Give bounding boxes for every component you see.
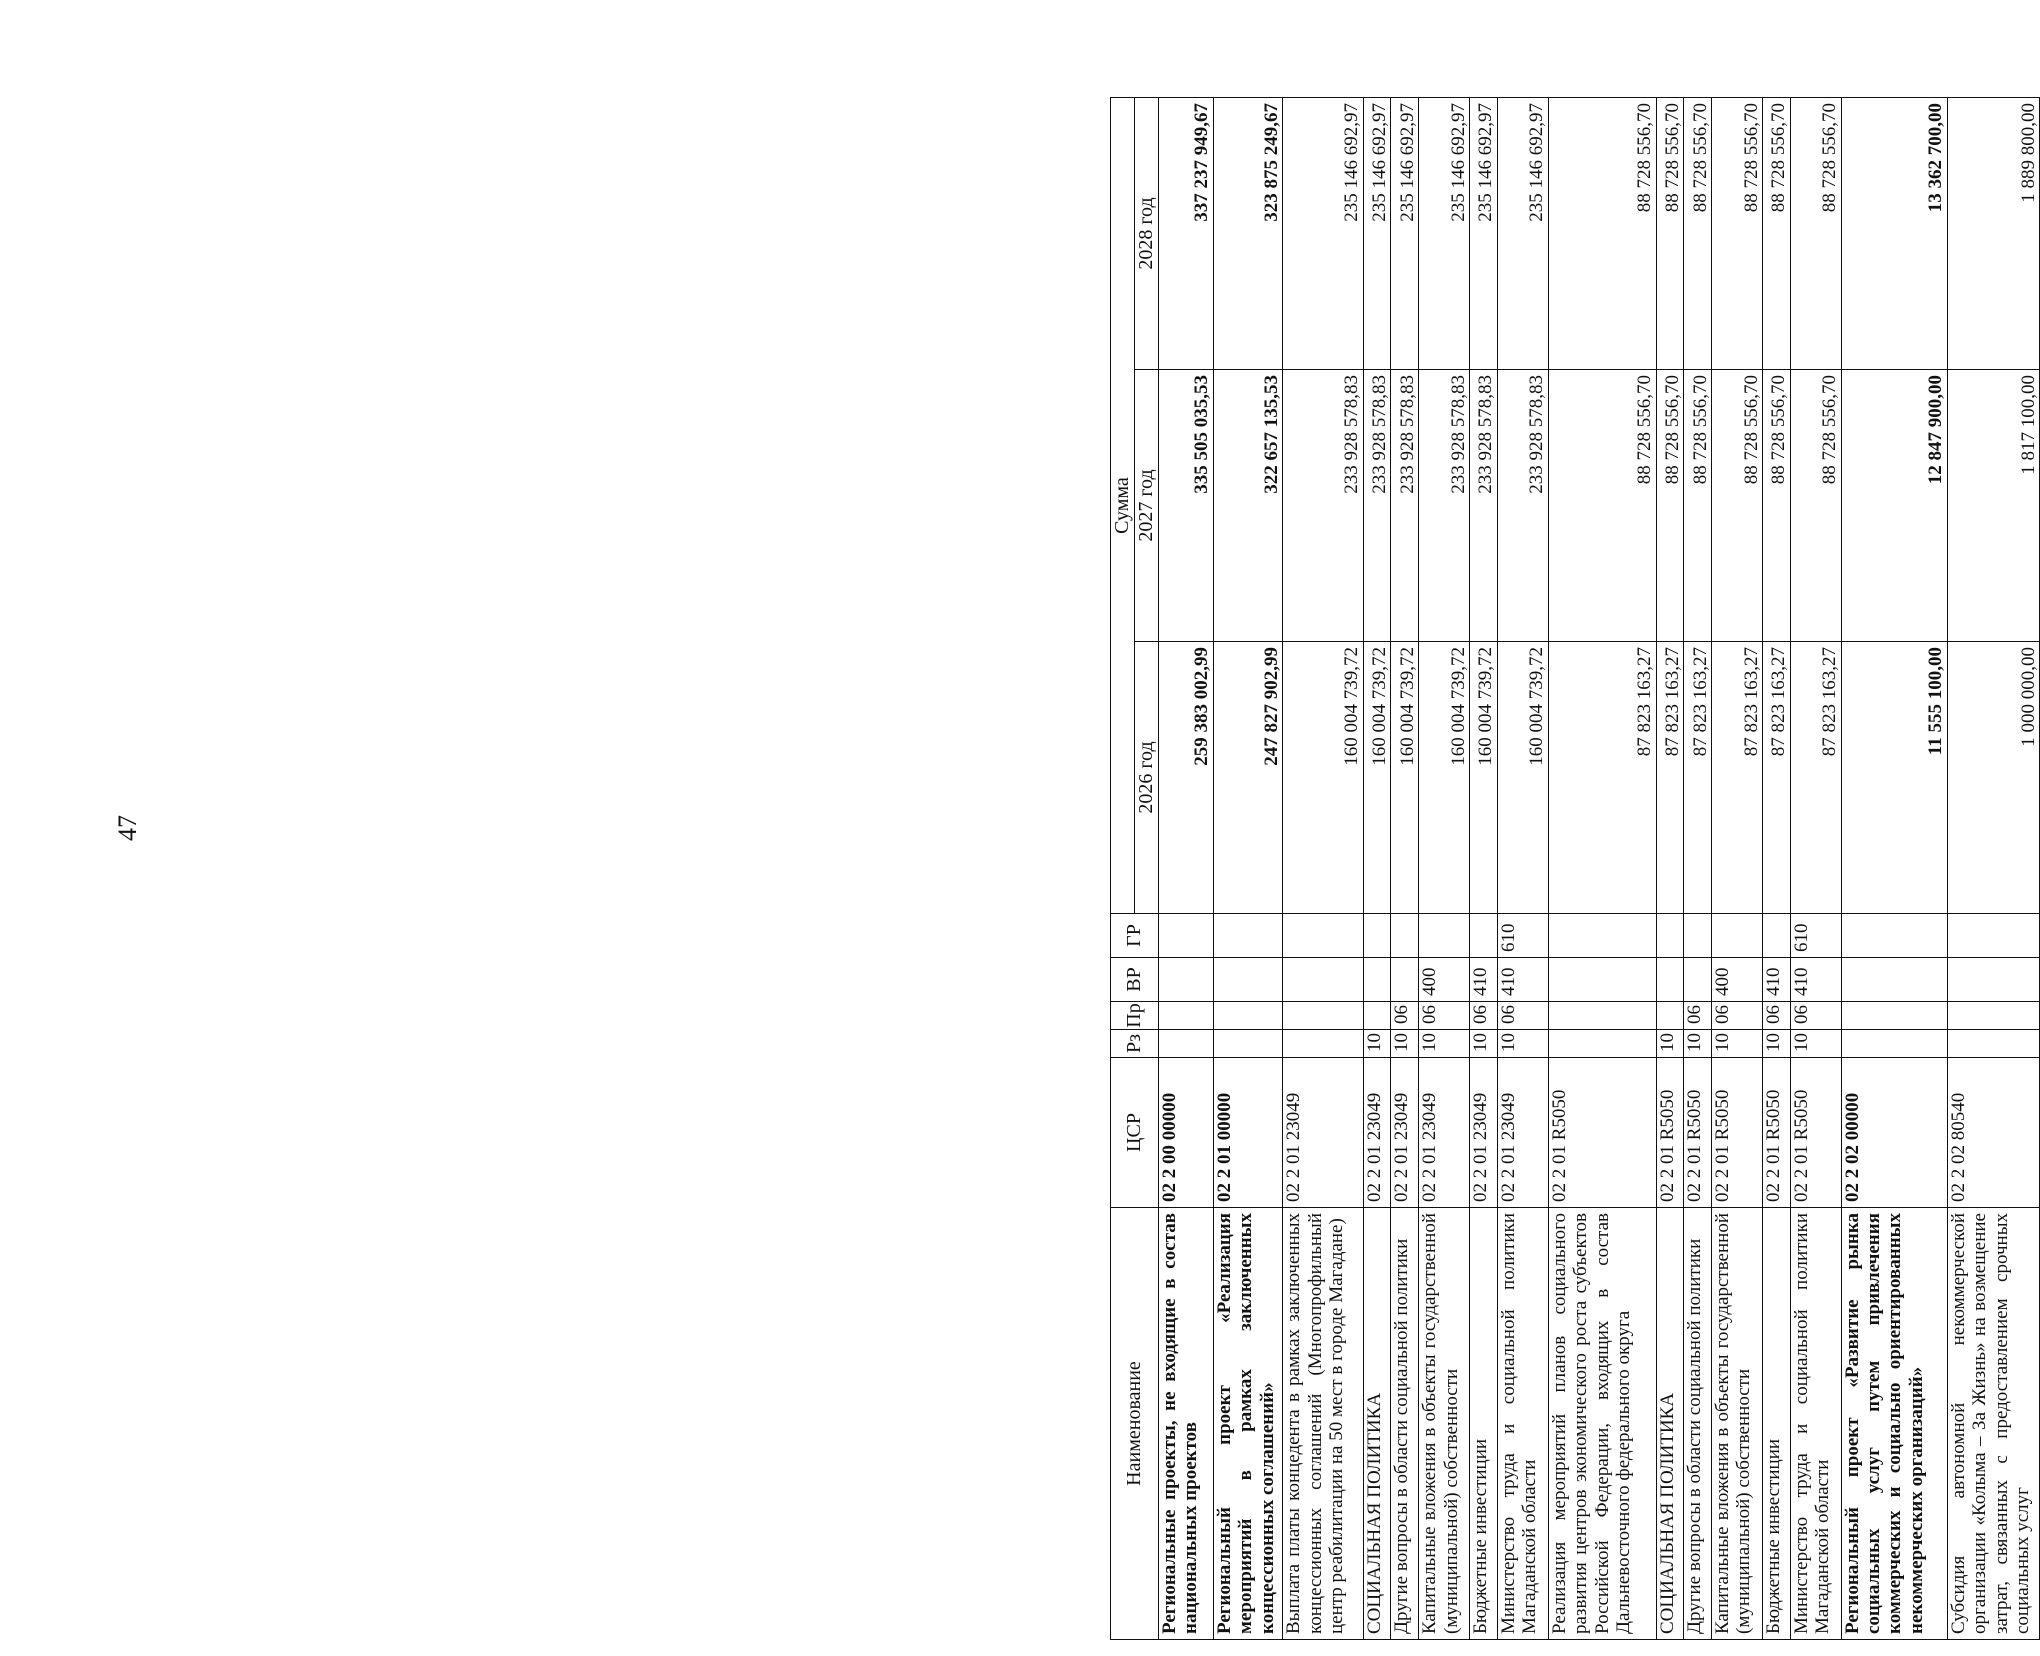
row-gr: 610 [1790,914,1841,958]
row-name: Региональные проекты, не входящие в состав национальных проектов [1158,1208,1213,1640]
row-csr: 02 2 01 23049 [1363,1058,1391,1208]
row-csr: 02 2 01 R5050 [1762,1058,1790,1208]
row-rz: 10 [1762,1030,1790,1058]
row-amount-2026: 259 383 002,99 [1158,642,1213,914]
row-amount-2028: 235 146 692,97 [1283,98,1364,370]
row-pr [1548,1002,1656,1030]
row-amount-2026: 160 004 739,72 [1391,642,1419,914]
row-rz: 10 [1712,1030,1763,1058]
row-amount-2028: 13 362 700,00 [1841,98,1947,370]
row-amount-2026: 160 004 739,72 [1283,642,1364,914]
row-rz: 10 [1470,1030,1498,1058]
header-pr: Пр [1111,1002,1159,1030]
row-csr: 02 2 01 R5050 [1790,1058,1841,1208]
row-amount-2028: 235 146 692,97 [1419,98,1470,370]
table-row [1712,98,1763,1640]
budget-table [1110,97,2040,1640]
row-csr: 02 2 01 R5050 [1712,1058,1763,1208]
row-csr: 02 2 01 R5050 [1548,1058,1656,1208]
row-vr [1656,958,1684,1002]
row-pr: 06 [1391,1002,1419,1030]
row-amount-2027: 88 728 556,70 [1548,370,1656,642]
row-name: Бюджетные инвестиции [1762,1208,1790,1640]
row-amount-2027: 1 817 100,00 [1947,370,2039,642]
row-amount-2028: 88 728 556,70 [1762,98,1790,370]
row-vr: 410 [1790,958,1841,1002]
row-gr [1363,914,1391,958]
table-row [1419,98,1470,1640]
row-gr [1712,914,1763,958]
row-amount-2026: 11 555 100,00 [1841,642,1947,914]
row-pr [1656,1002,1684,1030]
row-rz: 10 [1363,1030,1391,1058]
row-amount-2026: 160 004 739,72 [1363,642,1391,914]
row-amount-2027: 12 847 900,00 [1841,370,1947,642]
header-gr: ГР [1111,914,1159,958]
table-row [1548,98,1656,1640]
row-pr [1283,1002,1364,1030]
row-amount-2028: 323 875 249,67 [1213,98,1282,370]
row-amount-2027: 233 928 578,83 [1363,370,1391,642]
row-amount-2026: 87 823 163,27 [1548,642,1656,914]
row-gr [1762,914,1790,958]
header-csr: ЦСР [1111,1058,1159,1208]
table-row [1391,98,1419,1640]
row-csr: 02 2 02 80540 [1947,1058,2039,1208]
table-row [1684,98,1712,1640]
row-pr [1213,1002,1282,1030]
header-sum: Сумма [1111,98,1135,914]
row-pr [1841,1002,1947,1030]
table-row [1762,98,1790,1640]
row-name: Другие вопросы в области социальной политики [1391,1208,1419,1640]
row-vr [1684,958,1712,1002]
row-gr [1213,914,1282,958]
row-amount-2028: 337 237 949,67 [1158,98,1213,370]
row-amount-2026: 87 823 163,27 [1790,642,1841,914]
row-amount-2027: 233 928 578,83 [1470,370,1498,642]
header-2027: 2027 год [1134,370,1158,642]
row-csr: 02 2 00 00000 [1158,1058,1213,1208]
table-row [1841,98,1947,1640]
table-row [1283,98,1364,1640]
row-rz: 10 [1790,1030,1841,1058]
row-name: СОЦИАЛЬНАЯ ПОЛИТИКА [1656,1208,1684,1640]
row-amount-2027: 88 728 556,70 [1656,370,1684,642]
row-amount-2027: 88 728 556,70 [1762,370,1790,642]
table-row [1947,98,2039,1640]
row-amount-2028: 235 146 692,97 [1470,98,1498,370]
row-name: Бюджетные инвестиции [1470,1208,1498,1640]
table-row [1213,98,1282,1640]
row-amount-2026: 247 827 902,99 [1213,642,1282,914]
row-name: Другие вопросы в области социальной политики [1684,1208,1712,1640]
row-rz: 10 [1391,1030,1419,1058]
row-amount-2028: 235 146 692,97 [1497,98,1548,370]
row-rz [1548,1030,1656,1058]
row-vr [1391,958,1419,1002]
row-gr [1283,914,1364,958]
row-gr [1656,914,1684,958]
row-pr: 06 [1470,1002,1498,1030]
row-amount-2027: 233 928 578,83 [1391,370,1419,642]
row-gr [1470,914,1498,958]
row-name: Региональный проект «Развитие рынка социальных услуг путем привлечения коммерческих и социально ориентированных некоммерческих организаций» [1841,1208,1947,1640]
table-row [1656,98,1684,1640]
row-amount-2026: 160 004 739,72 [1497,642,1548,914]
row-amount-2027: 233 928 578,83 [1419,370,1470,642]
row-amount-2028: 88 728 556,70 [1790,98,1841,370]
table-row [1470,98,1498,1640]
row-pr: 06 [1497,1002,1548,1030]
row-vr: 410 [1470,958,1498,1002]
row-rz: 10 [1656,1030,1684,1058]
row-vr: 410 [1497,958,1548,1002]
row-rz [1841,1030,1947,1058]
row-name: Выплата платы концедента в рамках заключенных концессионных соглашений (Многопрофильный центр реабилитации на 50 мест в городе Магадане) [1283,1208,1364,1640]
row-vr: 410 [1762,958,1790,1002]
row-rz: 10 [1684,1030,1712,1058]
table-row [1497,98,1548,1640]
row-gr [1391,914,1419,958]
row-gr [1548,914,1656,958]
row-gr [1158,914,1213,958]
row-amount-2027: 233 928 578,83 [1497,370,1548,642]
row-amount-2028: 1 889 800,00 [1947,98,2039,370]
row-gr [1419,914,1470,958]
row-pr: 06 [1790,1002,1841,1030]
row-csr: 02 2 01 00000 [1213,1058,1282,1208]
row-amount-2027: 88 728 556,70 [1712,370,1763,642]
row-amount-2027: 233 928 578,83 [1283,370,1364,642]
row-amount-2027: 88 728 556,70 [1790,370,1841,642]
row-amount-2028: 88 728 556,70 [1712,98,1763,370]
row-amount-2026: 87 823 163,27 [1762,642,1790,914]
row-csr: 02 2 01 R5050 [1684,1058,1712,1208]
row-name: Министерство труда и социальной политики Магаданской области [1497,1208,1548,1640]
row-vr [1947,958,2039,1002]
table-header [1111,98,1159,1640]
row-rz [1158,1030,1213,1058]
row-amount-2028: 235 146 692,97 [1363,98,1391,370]
row-name: Субсидия автономной некоммерческой организации «Колыма – За Жизнь» на возмещение затрат, связанных с предоставлением срочных социальных услуг [1947,1208,2039,1640]
row-vr: 400 [1419,958,1470,1002]
row-name: Капитальные вложения в объекты государственной (муниципальной) собственности [1419,1208,1470,1640]
row-csr: 02 2 01 23049 [1283,1058,1364,1208]
row-name: Реализация мероприятий планов социального развития центров экономического роста субъектов Российской Федерации, входящих в состав Дальневосточного федерального округа [1548,1208,1656,1640]
row-vr [1841,958,1947,1002]
row-amount-2026: 160 004 739,72 [1470,642,1498,914]
row-amount-2026: 87 823 163,27 [1712,642,1763,914]
row-rz [1213,1030,1282,1058]
header-name: Наименование [1111,1208,1159,1640]
row-gr [1841,914,1947,958]
row-amount-2026: 87 823 163,27 [1656,642,1684,914]
row-vr [1283,958,1364,1002]
table-row [1158,98,1213,1640]
row-pr [1947,1002,2039,1030]
row-amount-2028: 235 146 692,97 [1391,98,1419,370]
row-csr: 02 2 01 23049 [1391,1058,1419,1208]
row-rz [1947,1030,2039,1058]
row-amount-2026: 87 823 163,27 [1684,642,1712,914]
row-amount-2028: 88 728 556,70 [1548,98,1656,370]
row-vr [1548,958,1656,1002]
row-gr [1947,914,2039,958]
row-vr [1158,958,1213,1002]
row-csr: 02 2 01 R5050 [1656,1058,1684,1208]
row-name: Министерство труда и социальной политики Магаданской области [1790,1208,1841,1640]
rotated-page-content [1110,98,2040,1640]
row-amount-2027: 335 505 035,53 [1158,370,1213,642]
table-row [1363,98,1391,1640]
row-csr: 02 2 02 00000 [1841,1058,1947,1208]
row-amount-2028: 88 728 556,70 [1684,98,1712,370]
row-amount-2027: 322 657 135,53 [1213,370,1282,642]
row-rz [1283,1030,1364,1058]
header-2026: 2026 год [1134,642,1158,914]
table-body [1158,98,2039,1640]
page-number: 47 [113,815,142,841]
row-vr [1363,958,1391,1002]
row-amount-2028: 88 728 556,70 [1656,98,1684,370]
header-2028: 2028 год [1134,98,1158,370]
row-gr [1684,914,1712,958]
row-amount-2026: 1 000 000,00 [1947,642,2039,914]
row-rz: 10 [1419,1030,1470,1058]
row-vr: 400 [1712,958,1763,1002]
row-pr: 06 [1762,1002,1790,1030]
row-pr [1363,1002,1391,1030]
row-amount-2027: 88 728 556,70 [1684,370,1712,642]
row-gr: 610 [1497,914,1548,958]
row-csr: 02 2 01 23049 [1419,1058,1470,1208]
row-csr: 02 2 01 23049 [1497,1058,1548,1208]
row-vr [1213,958,1282,1002]
row-pr [1158,1002,1213,1030]
row-name: СОЦИАЛЬНАЯ ПОЛИТИКА [1363,1208,1391,1640]
header-vr: ВР [1111,958,1159,1002]
row-name: Региональный проект «Реализация мероприятий в рамках заключенных концессионных соглашений» [1213,1208,1282,1640]
table-row [1790,98,1841,1640]
row-pr: 06 [1419,1002,1470,1030]
row-pr: 06 [1684,1002,1712,1030]
row-rz: 10 [1497,1030,1548,1058]
row-pr: 06 [1712,1002,1763,1030]
row-amount-2026: 160 004 739,72 [1419,642,1470,914]
header-rz: Рз [1111,1030,1159,1058]
row-csr: 02 2 01 23049 [1470,1058,1498,1208]
row-name: Капитальные вложения в объекты государственной (муниципальной) собственности [1712,1208,1763,1640]
